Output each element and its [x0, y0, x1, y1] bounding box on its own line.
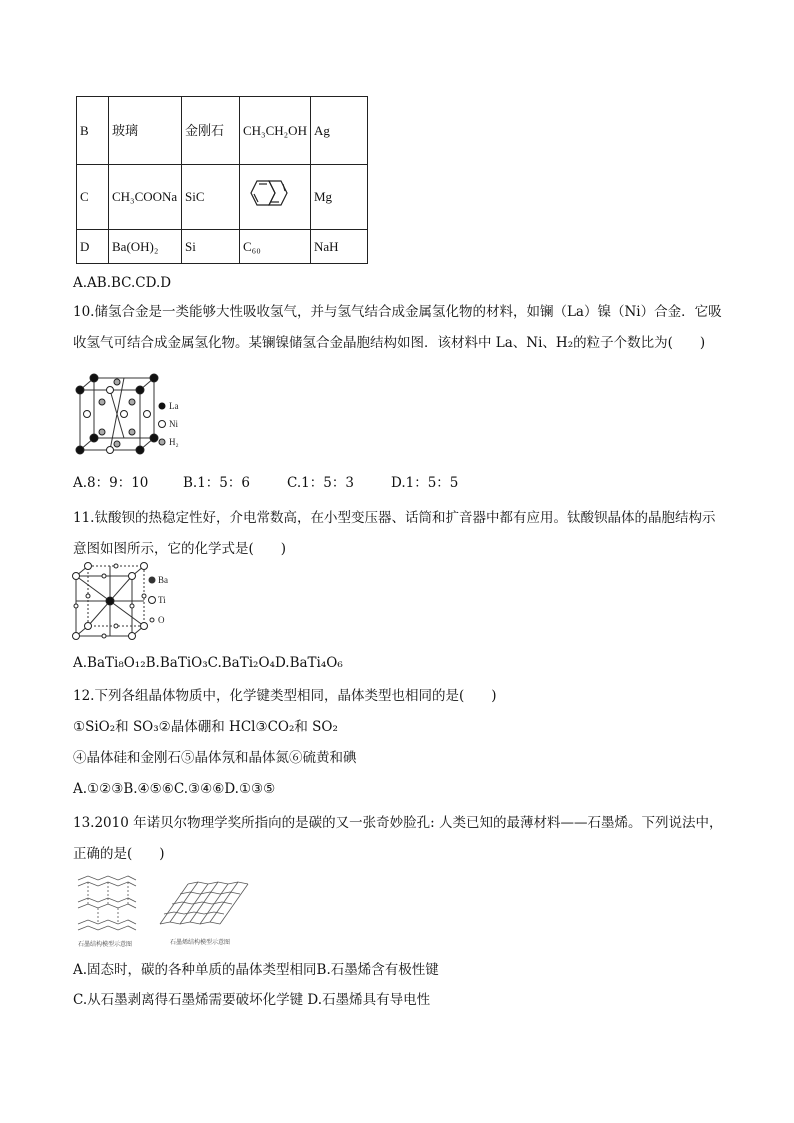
table-row: [77, 97, 368, 165]
naphthalene-structure: [240, 165, 311, 230]
legend-la: La: [169, 401, 179, 411]
q11-text: 11.钛酸钡的热稳定性好，介电常数高，在小型变压器、话筒和扩音器中都有应用。钛酸钡晶体的晶胞结构示意图如图所示，它的化学式是( ): [73, 510, 716, 557]
table-cell: 金刚石: [182, 97, 240, 165]
table-cell: CH₃COONa: [109, 165, 182, 230]
row-label: B: [77, 97, 109, 165]
table-row: [77, 165, 368, 230]
row-label: C: [77, 165, 109, 230]
graphene-structure-figure: [158, 880, 254, 950]
table-cell: Ag: [311, 97, 368, 165]
table-cell: SiC: [182, 165, 240, 230]
table-cell: NaH: [311, 230, 368, 264]
legend-ni: Ni: [169, 419, 178, 429]
option-b: B.1：5：6: [183, 475, 250, 491]
q12-choices-line2: ④晶体硅和金刚石⑤晶体氖和晶体氮⑥硫黄和碘: [73, 750, 357, 766]
q13-text: 13.2010 年诺贝尔物理学奖所指向的是碳的又一张奇妙脸孔: 人类已知的最薄材料——石墨烯。下列说法中，正确的是( ): [73, 815, 723, 862]
answer-table: [76, 96, 368, 264]
legend-o: O: [158, 615, 165, 625]
q10-options: [73, 473, 458, 493]
table-cell: Mg: [311, 165, 368, 230]
row-label: D: [77, 230, 109, 264]
table-cell: 玻璃: [109, 97, 182, 165]
lani-crystal-figure: [72, 372, 192, 456]
option-d: D.1：5：5: [391, 475, 459, 491]
q12-options: A.①②③B.④⑤⑥C.③④⑥D.①③⑤: [73, 781, 276, 797]
q13-options-line2: C.从石墨剥离得石墨烯需要破坏化学键 D.石墨烯具有导电性: [73, 992, 431, 1008]
table-cell: CH₃CH₂OH: [240, 97, 311, 165]
option-a: A.8：9：10: [73, 475, 149, 491]
legend-ti: Ti: [158, 595, 166, 605]
q9-options: A.AB.BC.CD.D: [73, 275, 172, 291]
graphite-structure-figure: [74, 872, 144, 950]
q13-options-line1: A.固态时，碳的各种单质的晶体类型相同B.石墨烯含有极性键: [73, 962, 439, 978]
q12-choices-line1: ①SiO₂和 SO₃②晶体硼和 HCl③CO₂和 SO₂: [73, 719, 338, 735]
table-cell: Si: [182, 230, 240, 264]
batio3-crystal-figure: [70, 562, 180, 642]
q11-options: A.BaTi₈O₁₂B.BaTiO₃C.BaTi₂O₄D.BaTi₄O₆: [73, 655, 343, 671]
legend-ba: Ba: [158, 575, 168, 585]
graphene-caption: 石墨烯结构模型示意图: [170, 939, 231, 946]
q12-text: 12.下列各组晶体物质中，化学键类型相同，晶体类型也相同的是( ): [73, 688, 497, 704]
q10-text: 10.储氢合金是一类能够大性吸收氢气，并与氢气结合成金属氢化物的材料，如镧（La）镍（Ni）合金．它吸收氢气可结合成金属氢化物。某镧镍储氢合金晶胞结构如图．该材料中 La、Ni、H₂的粒子个数比为( ): [73, 304, 722, 351]
table-cell: C₆₀: [240, 230, 311, 264]
graphite-caption: 石墨结构模型示意图: [78, 941, 133, 948]
table-row: [77, 230, 368, 264]
option-c: C.1：5：3: [287, 475, 354, 491]
table-cell: Ba(OH)₂: [109, 230, 182, 264]
legend-h2: H₂: [169, 437, 179, 447]
